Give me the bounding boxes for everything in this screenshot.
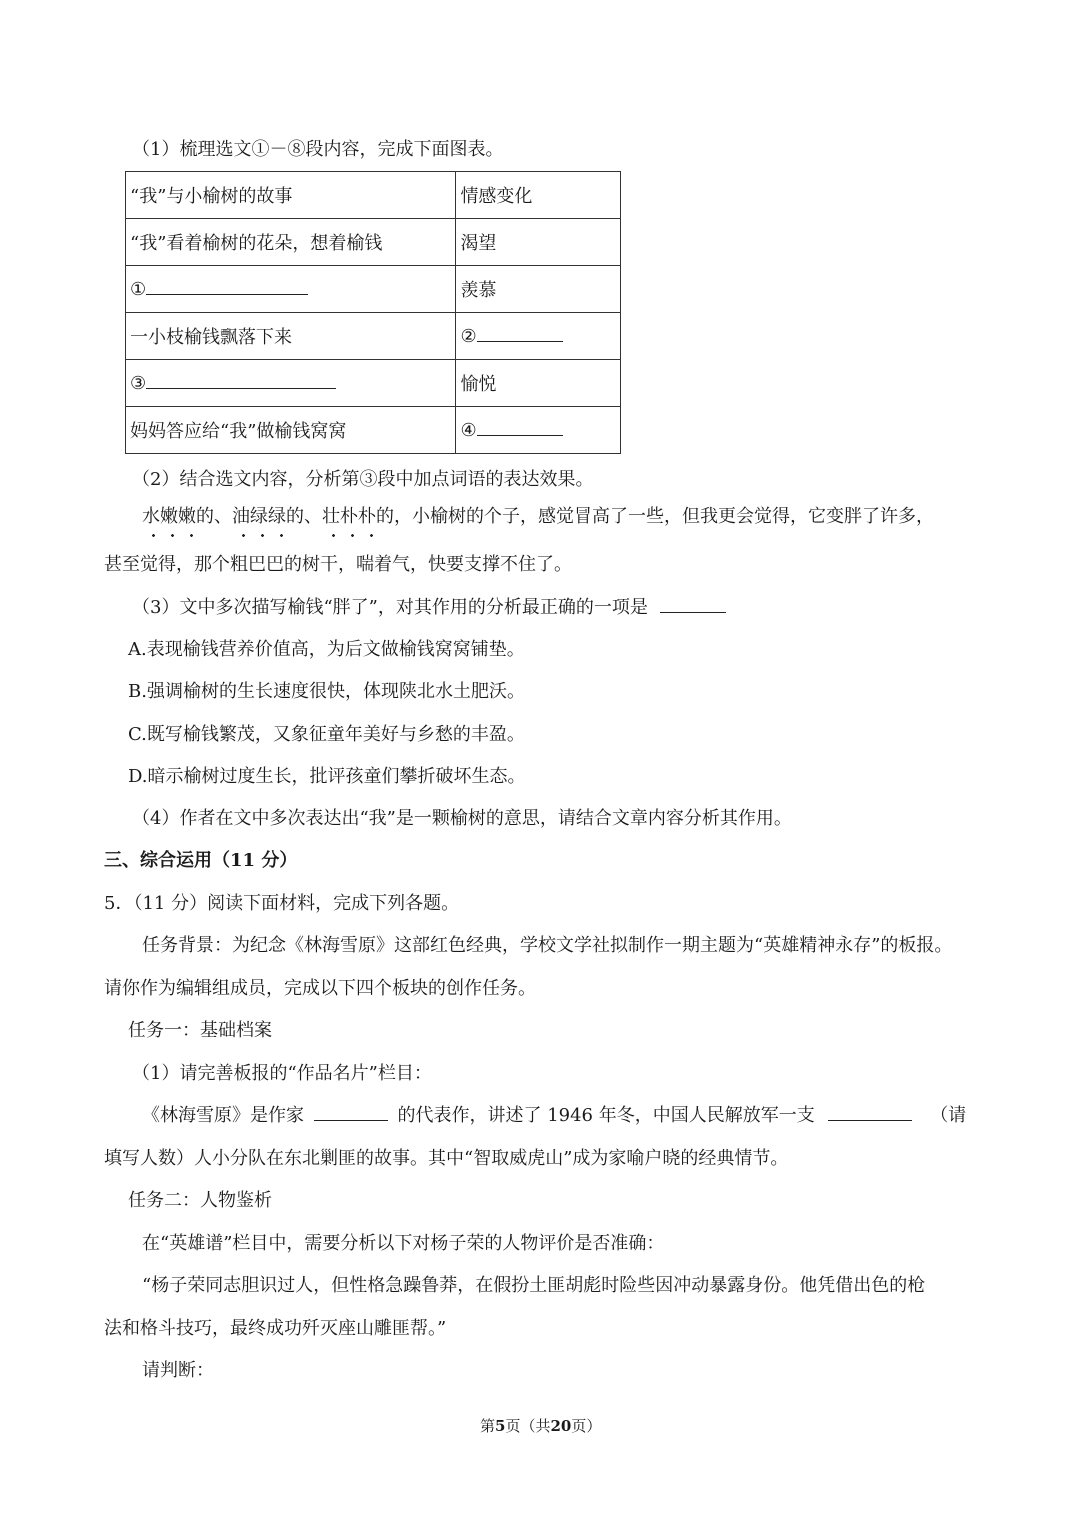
task2-quote-line-2: 法和格斗技巧，最终成功歼灭座山雕匪帮。”	[104, 1318, 447, 1339]
answer-blank[interactable]	[146, 280, 308, 295]
excerpt-line-2: 甚至觉得，那个粗巴巴的树干，喘着气，快要支撑不住了。	[104, 554, 572, 575]
blank-number: ③	[130, 372, 147, 394]
table-cell: 羡慕	[456, 266, 621, 313]
option-c: C.既写榆钱繁茂，又象征童年美好与乡愁的丰盈。	[128, 724, 525, 745]
answer-blank[interactable]	[828, 1106, 912, 1121]
excerpt-text: 的，小榆树的个子，感觉冒高了一些，但我更会觉得，它变胖了许多，	[376, 506, 934, 527]
fill-text: （请	[930, 1105, 967, 1126]
table-cell: 妈妈答应给“我”做榆钱窝窝	[126, 407, 456, 454]
table-row	[126, 360, 621, 407]
excerpt-text: 的、	[196, 506, 232, 527]
table-cell: 一小枝榆钱飘落下来	[126, 313, 456, 360]
q4-4-prompt: （4）作者在文中多次表达出“我”是一颗榆树的意思，请结合文章内容分析其作用。	[132, 808, 792, 829]
task2-title: 任务二：人物鉴析	[128, 1190, 272, 1211]
excerpt-text: 的、	[286, 506, 322, 527]
table-cell	[126, 266, 456, 313]
fill-text: 《林海雪原》是作家	[142, 1105, 304, 1126]
task-background-line-2: 请你作为编辑组成员，完成以下四个板块的创作任务。	[104, 978, 536, 999]
task2-intro: 在“英雄谱”栏目中，需要分析以下对杨子荣的人物评价是否准确：	[142, 1233, 665, 1254]
answer-blank[interactable]	[477, 421, 563, 436]
table-cell: “我”与小榆树的故事	[126, 172, 456, 219]
task2-quote-line-1: “杨子荣同志胆识过人，但性格急躁鲁莽，在假扮土匪胡彪时险些因冲动暴露身份。他凭借出色的枪	[142, 1275, 926, 1296]
option-d: D.暗示榆树过度生长，批评孩童们攀折破坏生态。	[128, 766, 526, 787]
table-cell	[456, 407, 621, 454]
answer-blank[interactable]	[146, 374, 336, 389]
footer-total-pages: 20	[550, 1417, 572, 1435]
footer-text: 页）	[571, 1417, 602, 1435]
table-cell	[456, 313, 621, 360]
task1-fill-line-1	[142, 1103, 966, 1129]
task1-fill-line-2: 填写人数）人小分队在东北剿匪的故事。其中“智取威虎山”成为家喻户晓的经典情节。	[104, 1148, 789, 1169]
blank-number: ④	[460, 419, 477, 441]
footer-page-number: 5	[495, 1417, 506, 1435]
q4-3-text: （3）文中多次描写榆钱“胖了”，对其作用的分析最正确的一项是	[132, 597, 648, 618]
page-footer	[480, 1413, 601, 1439]
q4-2-prompt: （2）结合选文内容，分析第③段中加点词语的表达效果。	[132, 469, 594, 490]
answer-blank[interactable]	[660, 598, 726, 613]
answer-blank[interactable]	[314, 1106, 388, 1121]
dotted-word: 壮朴朴	[322, 504, 376, 530]
blank-number: ①	[130, 278, 147, 300]
option-a: A.表现榆钱营养价值高，为后文做榆钱窝窝铺垫。	[128, 639, 525, 660]
q4-3-prompt	[132, 595, 726, 621]
table-row	[126, 266, 621, 313]
table-cell: 渴望	[456, 219, 621, 266]
blank-number: ②	[460, 325, 477, 347]
q4-1-prompt: （1）梳理选文①－⑧段内容，完成下面图表。	[132, 139, 504, 160]
table-cell: 情感变化	[456, 172, 621, 219]
excerpt-line-1	[142, 504, 934, 530]
table-cell: “我”看着榆树的花朵，想着榆钱	[126, 219, 456, 266]
table-row	[126, 313, 621, 360]
table-row	[126, 172, 621, 219]
task1-q1: （1）请完善板报的“作品名片”栏目：	[132, 1063, 432, 1084]
q5-title: 5．（11 分）阅读下面材料，完成下列各题。	[104, 893, 460, 914]
table-row	[126, 407, 621, 454]
answer-blank[interactable]	[477, 327, 563, 342]
table-row	[126, 219, 621, 266]
dotted-word: 油绿绿	[232, 504, 286, 530]
option-b: B.强调榆树的生长速度很快，体现陕北水土肥沃。	[128, 681, 525, 702]
fill-text: 的代表作，讲述了 1946 年冬，中国人民解放军一支	[397, 1105, 815, 1126]
task2-judge: 请判断：	[142, 1360, 214, 1381]
footer-text: 第	[480, 1417, 496, 1435]
footer-text: 页（共	[505, 1417, 551, 1435]
task-background-line-1: 任务背景：为纪念《林海雪原》这部红色经典，学校文学社拟制作一期主题为“英雄精神永存”的板报。	[142, 935, 953, 956]
task1-title: 任务一：基础档案	[128, 1020, 272, 1041]
section-title: 三、综合运用（11 分）	[104, 850, 298, 871]
emotion-table	[125, 171, 621, 454]
table-cell: 愉悦	[456, 360, 621, 407]
table-cell	[126, 360, 456, 407]
dotted-word: 水嫩嫩	[142, 504, 196, 530]
